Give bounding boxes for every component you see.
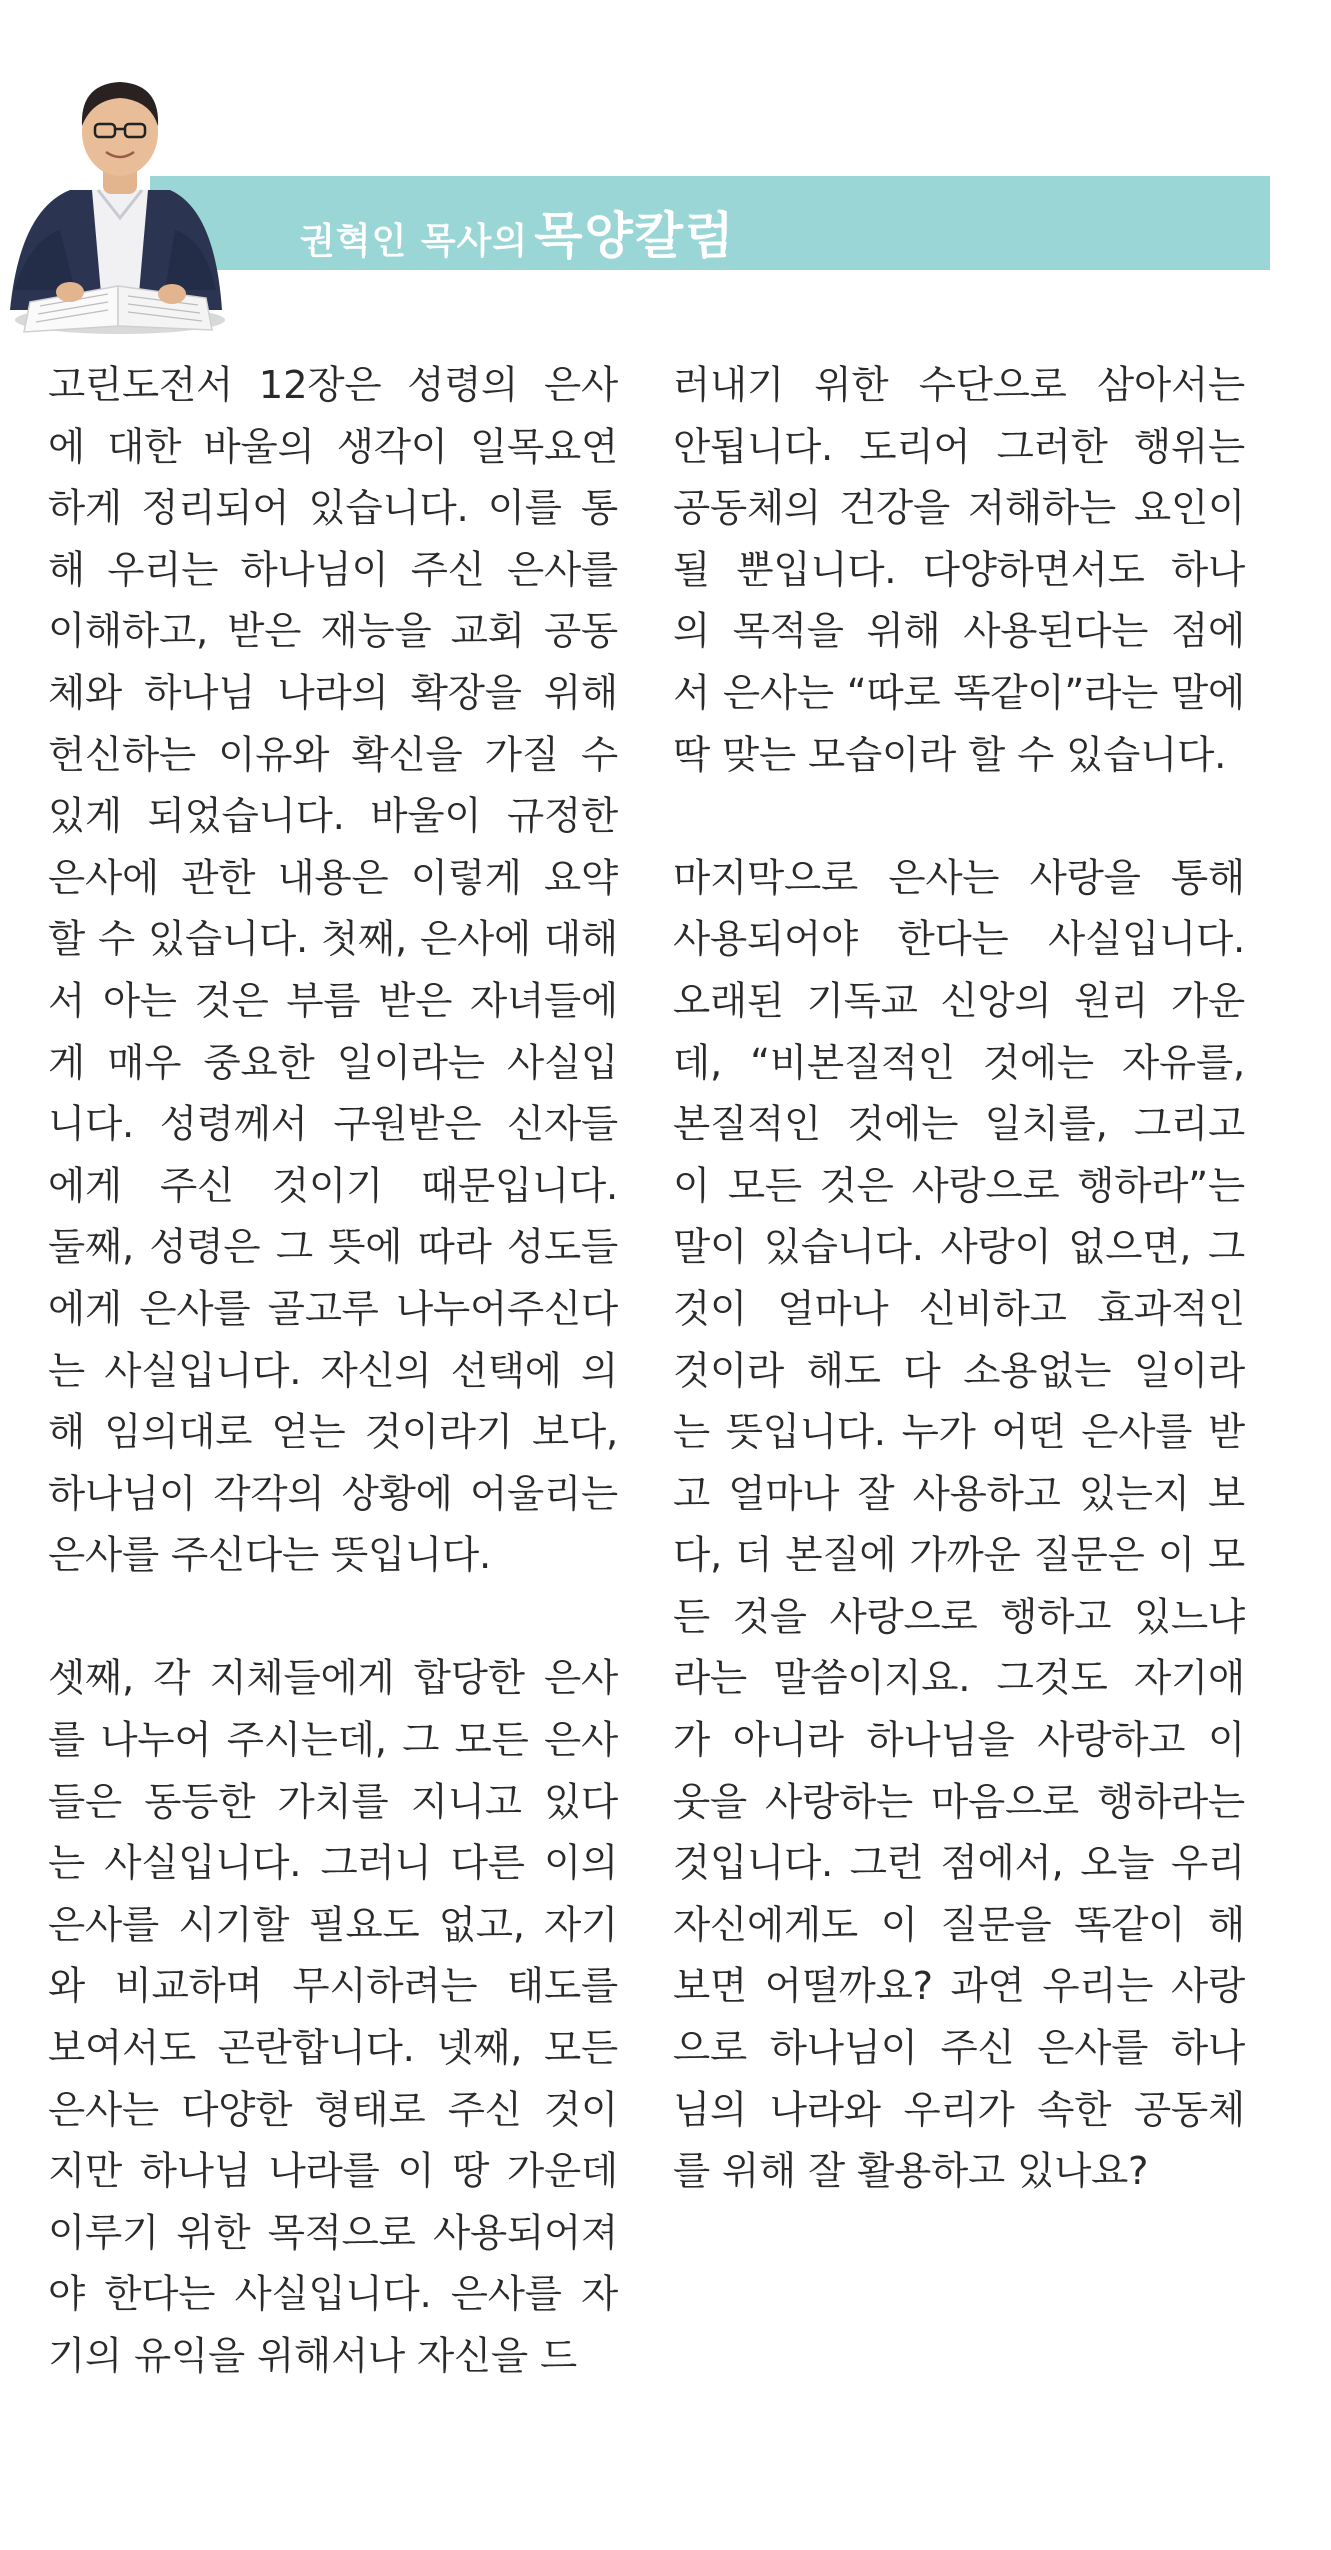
article-text-line: 해 임의대로 얻는 것이라기 보다,: [48, 1410, 618, 1456]
article-text-line: 니다. 성령께서 구원받은 신자들: [48, 1102, 618, 1148]
paragraph-gap: [673, 786, 1245, 848]
article-text-line: 들은 동등한 가치를 지니고 있다: [48, 1779, 618, 1825]
column-header-title: [300, 196, 735, 268]
article-right-column: [673, 355, 1245, 2203]
article-text-line: 웃을 사랑하는 마음으로 행하라는: [673, 1779, 1245, 1825]
article-text-line: 은사를 주신다는 뜻입니다.: [48, 1533, 492, 1579]
article-text-line: 다, 더 본질에 가까운 질문은 이 모: [673, 1533, 1245, 1579]
article-text-line: 셋째, 각 지체들에게 합당한 은사: [48, 1656, 618, 1702]
column-title: 목양칼럼: [534, 207, 736, 265]
article-text-line: 하나님이 각각의 상황에 어울리는: [48, 1471, 618, 1517]
article-text-line: 것이라 해도 다 소용없는 일이라: [673, 1348, 1245, 1394]
article-text-line: 야 한다는 사실입니다. 은사를 자: [48, 2272, 618, 2318]
article-text-line: 본질적인 것에는 일치를, 그리고: [673, 1102, 1245, 1148]
article-text-line: 공동체의 건강을 저해하는 요인이: [673, 486, 1245, 532]
article-text-line: 는 사실입니다. 자신의 선택에 의: [48, 1348, 618, 1394]
article-text-line: 의 목적을 위해 사용된다는 점에: [673, 609, 1245, 655]
article-text-line: 기의 유익을 위해서나 자신을 드: [48, 2334, 578, 2379]
article-text-line: 고 얼마나 잘 사용하고 있는지 보: [673, 1471, 1245, 1517]
author-label: 권혁인 목사의: [300, 221, 529, 262]
article-text-line: 오래된 기독교 신앙의 원리 가운: [673, 978, 1245, 1024]
article-text-line: 보여서도 곤란합니다. 넷째, 모든: [48, 2026, 618, 2072]
article-text-line: 님의 나라와 우리가 속한 공동체: [673, 2087, 1245, 2133]
article-text-line: 이루기 위한 목적으로 사용되어져: [48, 2210, 618, 2256]
article-text-line: 하게 정리되어 있습니다. 이를 통: [48, 486, 618, 532]
article-text-line: 게 매우 중요한 일이라는 사실입: [48, 1040, 618, 1086]
article-text-line: 데, “비본질적인 것에는 자유를,: [673, 1040, 1245, 1086]
article-text-line: 든 것을 사랑으로 행하고 있느냐: [673, 1594, 1245, 1640]
article-text-line: 것입니다. 그런 점에서, 오늘 우리: [673, 1841, 1245, 1887]
article-text-line: 고린도전서 12장은 성령의 은사: [48, 363, 618, 408]
article-text-line: 이 모든 것은 사랑으로 행하라”는: [673, 1163, 1245, 1209]
article-text-line: 말이 있습니다. 사랑이 없으면, 그: [673, 1225, 1245, 1271]
article-text-line: 러내기 위한 수단으로 삼아서는: [673, 363, 1245, 408]
article-text-line: 은사는 다양한 형태로 주신 것이: [48, 2087, 618, 2133]
article-text-line: 이해하고, 받은 재능을 교회 공동: [48, 609, 618, 655]
article-text-line: 으로 하나님이 주신 은사를 하나: [673, 2026, 1245, 2072]
article-text-line: 할 수 있습니다. 첫째, 은사에 대해: [48, 917, 618, 963]
article-text-line: 둘째, 성령은 그 뜻에 따라 성도들: [48, 1225, 618, 1271]
article-text-line: 될 뿐입니다. 다양하면서도 하나: [673, 547, 1245, 593]
article-text-line: 는 사실입니다. 그러니 다른 이의: [48, 1841, 618, 1887]
author-portrait-photo: [0, 40, 230, 340]
article-text-line: 는 뜻입니다. 누가 어떤 은사를 받: [673, 1410, 1245, 1456]
article-text-line: 에게 주신 것이기 때문입니다.: [48, 1163, 618, 1209]
article-text-line: 에게 은사를 골고루 나누어주신다: [48, 1286, 618, 1332]
article-text-line: 헌신하는 이유와 확신을 가질 수: [48, 732, 618, 778]
article-text-line: 보면 어떨까요? 과연 우리는 사랑: [673, 1964, 1245, 2010]
article-text-line: 있게 되었습니다. 바울이 규정한: [48, 794, 618, 840]
article-text-line: 서 아는 것은 부름 받은 자녀들에: [48, 978, 618, 1024]
article-text-line: 은사에 관한 내용은 이렇게 요약: [48, 855, 618, 901]
article-text-line: 마지막으로 은사는 사랑을 통해: [673, 855, 1245, 901]
article-text-line: 것이 얼마나 신비하고 효과적인: [673, 1286, 1245, 1332]
paragraph-gap: [48, 1587, 618, 1649]
article-text-line: 가 아니라 하나님을 사랑하고 이: [673, 1718, 1245, 1764]
article-left-column: [48, 355, 618, 2388]
article-text-line: 지만 하나님 나라를 이 땅 가운데: [48, 2149, 618, 2195]
article-text-line: 와 비교하며 무시하려는 태도를: [48, 1964, 618, 2010]
article-text-line: 서 은사는 “따로 똑같이”라는 말에: [673, 670, 1245, 716]
article-text-line: 안됩니다. 도리어 그러한 행위는: [673, 424, 1245, 470]
article-text-line: 체와 하나님 나라의 확장을 위해: [48, 670, 618, 716]
article-text-line: 은사를 시기할 필요도 없고, 자기: [48, 1902, 618, 1948]
article-text-line: 해 우리는 하나님이 주신 은사를: [48, 547, 618, 593]
article-text-line: 를 위해 잘 활용하고 있나요?: [673, 2149, 1149, 2195]
article-text-line: 라는 말씀이지요. 그것도 자기애: [673, 1656, 1245, 1702]
article-text-line: 에 대한 바울의 생각이 일목요연: [48, 424, 618, 470]
article-text-line: 사용되어야 한다는 사실입니다.: [673, 917, 1245, 963]
article-text-line: 를 나누어 주시는데, 그 모든 은사: [48, 1718, 618, 1764]
article-text-line: 자신에게도 이 질문을 똑같이 해: [673, 1902, 1245, 1948]
article-text-line: 딱 맞는 모습이라 할 수 있습니다.: [673, 732, 1227, 778]
